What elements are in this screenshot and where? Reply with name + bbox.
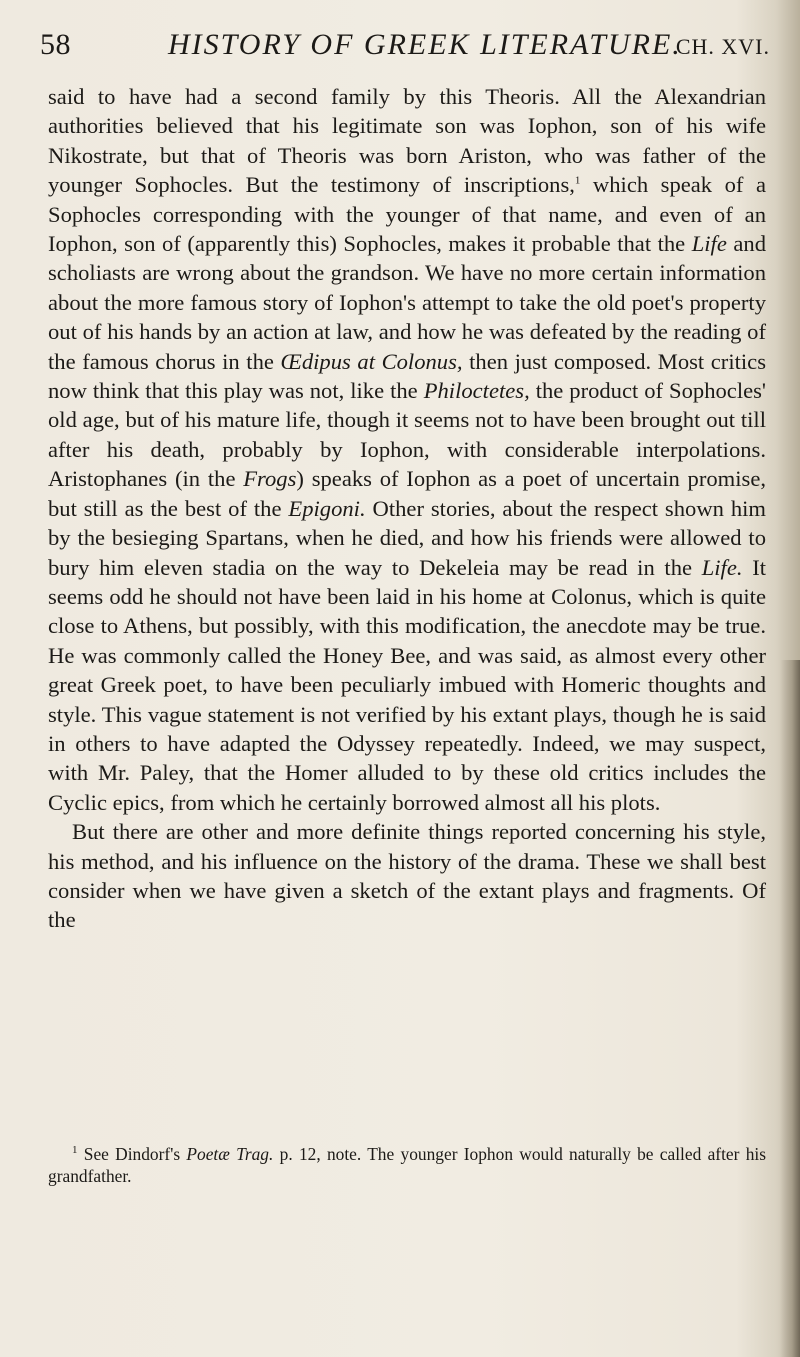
footnote-mark: 1 xyxy=(72,1144,78,1157)
text-run: It seems odd he should not have been laid in his home at Colonus, which is quite close to Athens, but possibly, with this modification, the anecdote may be true. He was commonly called the Honey Bee, and was said, as almost every other great Greek poet, to have been peculiarly imbued with Homeric thoughts and style. This vague statement is not verified by his extant plays, though he is said in others to have adapted the Odyssey repeatedly. Indeed, we may suspect, with Mr. Paley, that the Homer alluded to by these old critics includes the Cyclic epics, from which he certainly borrowed almost all his plots. xyxy=(48,554,766,815)
text-run: ) speaks of Iophon as a poet of uncertain promise, but still as the best of the xyxy=(48,466,766,521)
footnote-italic-title: Poetæ Trag. xyxy=(186,1144,274,1164)
italic-title-life: Life xyxy=(691,231,727,257)
footnote-text: See Dindorf's xyxy=(77,1144,187,1164)
running-head xyxy=(40,28,770,68)
footnote-reference: 1 xyxy=(574,174,581,187)
paragraph-1 xyxy=(48,82,766,817)
page-number: 58 xyxy=(40,28,71,61)
italic-title-frogs: Frogs xyxy=(243,466,297,492)
italic-title-life: Life. xyxy=(701,554,743,580)
text-run: Other stories, about the respect shown him by the besieging Spartans, when he died, and how his friends were allowed to bury him eleven stadia on the way to Dekeleia may be read in the xyxy=(48,495,766,580)
italic-title-philoctetes: Philoctetes, xyxy=(423,378,530,404)
text-run: and scholiasts are wrong about the grandson. We have no more certain information about the more famous story of Iophon's attempt to take the old poet's property out of his hands by an action at law, and how he was defeated by the reading of the famous chorus in the xyxy=(48,231,766,374)
text-run: then just composed. Most critics now think that this play was not, like the xyxy=(48,348,766,404)
text-run: said to have had a second family by this Theoris. All the Alexandrian authorities believed that his legitimate son was Iophon, son of his wife Nikostrate, but that of Theoris was born Ariston, who was father of the younger Sophocles. But the testimony of inscriptions, xyxy=(48,84,766,198)
text-run: which speak of a Sophocles corresponding with the younger of that name, and even of an Iophon, son of (apparently this) Sophocles, makes it probable that the xyxy=(48,172,766,257)
page-edge-shadow xyxy=(780,660,800,1357)
text-run: the product of Sophocles' old age, but of his mature life, though it seems not to have been brought out till after his death, probably by Iophon, with considerable interpolations. Aristophanes (in the xyxy=(48,378,767,492)
italic-title-epigoni: Epigoni. xyxy=(288,495,366,521)
footnote xyxy=(48,1143,766,1187)
chapter-label: CH. XVI. xyxy=(675,34,770,59)
footnote-text: p. 12, note. The younger Iophon would naturally be called after his grandfather. xyxy=(48,1144,766,1186)
italic-title-oedipus: Œdipus at Colonus, xyxy=(280,348,463,374)
running-title: HISTORY OF GREEK LITERATURE. xyxy=(168,28,682,61)
body-text xyxy=(48,82,766,935)
paragraph-2: But there are other and more definite things reported concerning his style, his method, and his influence on the history of the drama. These we shall best consider when we have given a sketch of the extant plays and fragments. Of the xyxy=(48,819,766,933)
